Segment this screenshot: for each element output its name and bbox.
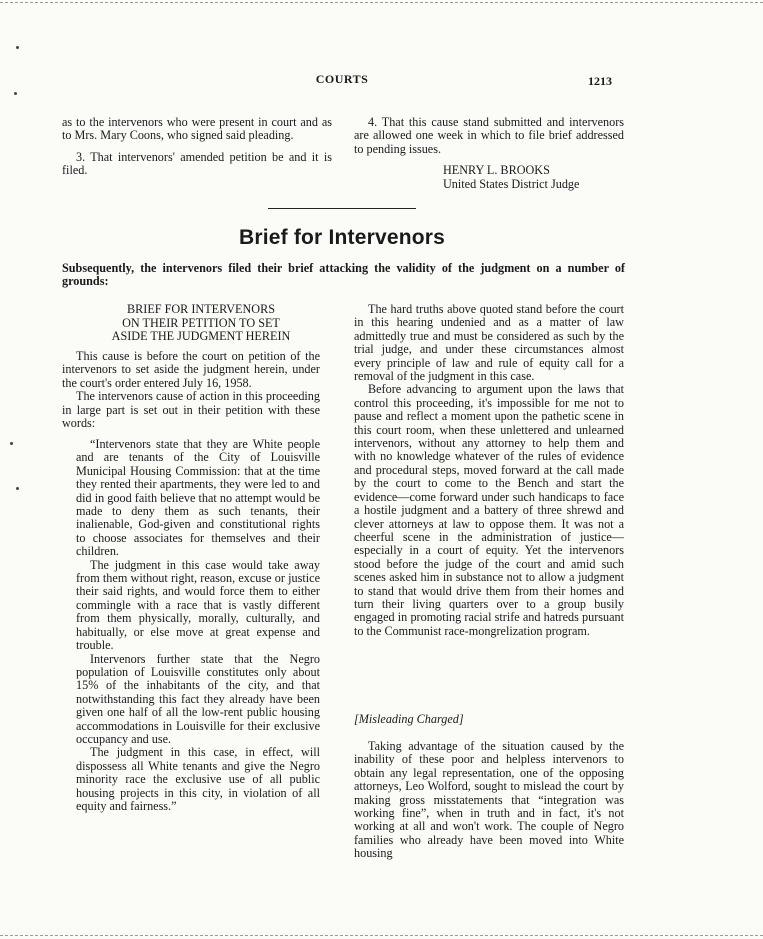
- body-paragraph: The intervenors cause of action in this proceeding in large part is set out in their petition with these words:: [62, 389, 320, 431]
- running-header-title: COURTS: [315, 72, 369, 86]
- top-left-paragraph: as to the intervenors who were present in court and as to Mrs. Mary Coons, who signed said pleading.: [62, 115, 332, 143]
- top-right-paragraph: 4. That this cause stand submitted and intervenors are allowed one week in which to file brief addressed to pending issues.: [354, 115, 624, 156]
- scan-speck: [16, 46, 19, 49]
- section-title: Brief for Intervenors: [238, 226, 446, 249]
- brief-heading: [62, 303, 340, 344]
- body-paragraph: This cause is before the court on petition of the intervenors to set aside the judgment herein, under the court's order entered July 16, 1958.: [62, 349, 320, 390]
- signature-name: HENRY L. BROOKS: [443, 163, 550, 177]
- body-paragraph: Before advancing to argument upon the laws that control this proceeding, it's impossible for me not to pause and reflect a moment upon the pathetic scene in this court room, when these unlettered and unlearned intervenors, without any attorney to help them and with no knowledge whatever of the rules of evidence and procedural steps, moved forward at the call made by the court to come to the Bench and start the evidence—come forward under such handicaps to face a hostile judgment and a battery of three shrewd and clever attorneys at law to oppose them. It was not a cheerful scene in the administration of justice—especially in a court of equity. Yet the intervenors stood before the judge of the court and amid such scenes asked him in substance not to allow a judgment to stand that would drive them from their homes and turn their living quarters over to a group busily engaged in promoting racial strife and hatreds pursuant to the Communist race-mongrelization program.: [354, 382, 624, 638]
- body-paragraph: The hard truths above quoted stand before the court in this hearing undenied and as a matter of law admittedly true and must be considered as such by the trial judge, and under these circumstances almost every principle of law and rule of equity call for a removal of the judgment in this case.: [354, 302, 624, 384]
- brief-heading-line: ASIDE THE JUDGMENT HEREIN: [111, 329, 291, 344]
- scan-speck: [16, 487, 19, 490]
- scan-speck: [10, 442, 13, 445]
- right-body-column: [354, 303, 624, 638]
- top-page-border: [0, 2, 763, 3]
- quoted-petition: [76, 438, 320, 813]
- judge-signature: [443, 163, 579, 191]
- bottom-page-border: [0, 935, 763, 936]
- quote-paragraph: “Intervenors state that they are White people and are tenants of the City of Louisville Municipal Housing Commission: that at the time they rented their apartments, they were led to and did in good faith believe that no attempt would be made to deny them as such tenants, their inalienable, God-given and constitutional rights to choose associates for themselves and their children.: [76, 437, 320, 559]
- quote-paragraph: The judgment in this case would take away from them without right, reason, excuse or justice their said rights, and would force them to either commingle with a race that is vastly different from them physically, morally, culturally, and habitually, or else move at great expense and trouble.: [76, 557, 320, 653]
- sub-heading-block: [354, 713, 624, 726]
- body-paragraph: Taking advantage of the situation caused by the inability of these poor and helpless intervenors to obtain any legal representation, one of the opposing attorneys, Leo Wolford, sought to mislead the court by making gross misstatements that “integration was working fine”, when in truth and in fact, it's not working at all and won't work. The couple of Negro families who already have been moved into White housing: [354, 739, 624, 861]
- top-left-column: [62, 116, 332, 178]
- scan-speck: [14, 92, 17, 95]
- signature-title: United States District Judge: [443, 177, 580, 191]
- intro-paragraph: Subsequently, the intervenors filed their brief attacking the validity of the judgment on a number of grounds:: [62, 261, 625, 289]
- quote-paragraph: The judgment in this case, in effect, will dispossess all White tenants and give the Negro minority race the exclusive use of all public housing projects in this city, in violation of all equity and fairness.”: [76, 745, 320, 813]
- final-paragraph-block: [354, 740, 624, 861]
- page-number: 1213: [588, 74, 612, 88]
- section-divider: [268, 208, 416, 209]
- brief-heading-line: BRIEF FOR INTERVENORS: [127, 302, 275, 316]
- top-right-column: [354, 116, 624, 156]
- left-body-column: [62, 350, 320, 430]
- sub-heading: [Misleading Charged]: [354, 712, 464, 726]
- quote-paragraph: Intervenors further state that the Negro population of Louisville constitutes only about 15% of the inhabitants of the city, and that notwithstanding this fact they already have been given one half of all the low-rent public housing accommodations in Louisville for their exclusive occupancy and use.: [76, 651, 320, 746]
- top-left-paragraph: 3. That intervenors' amended petition be and it is filed.: [62, 149, 332, 178]
- brief-heading-line: ON THEIR PETITION TO SET: [122, 315, 280, 330]
